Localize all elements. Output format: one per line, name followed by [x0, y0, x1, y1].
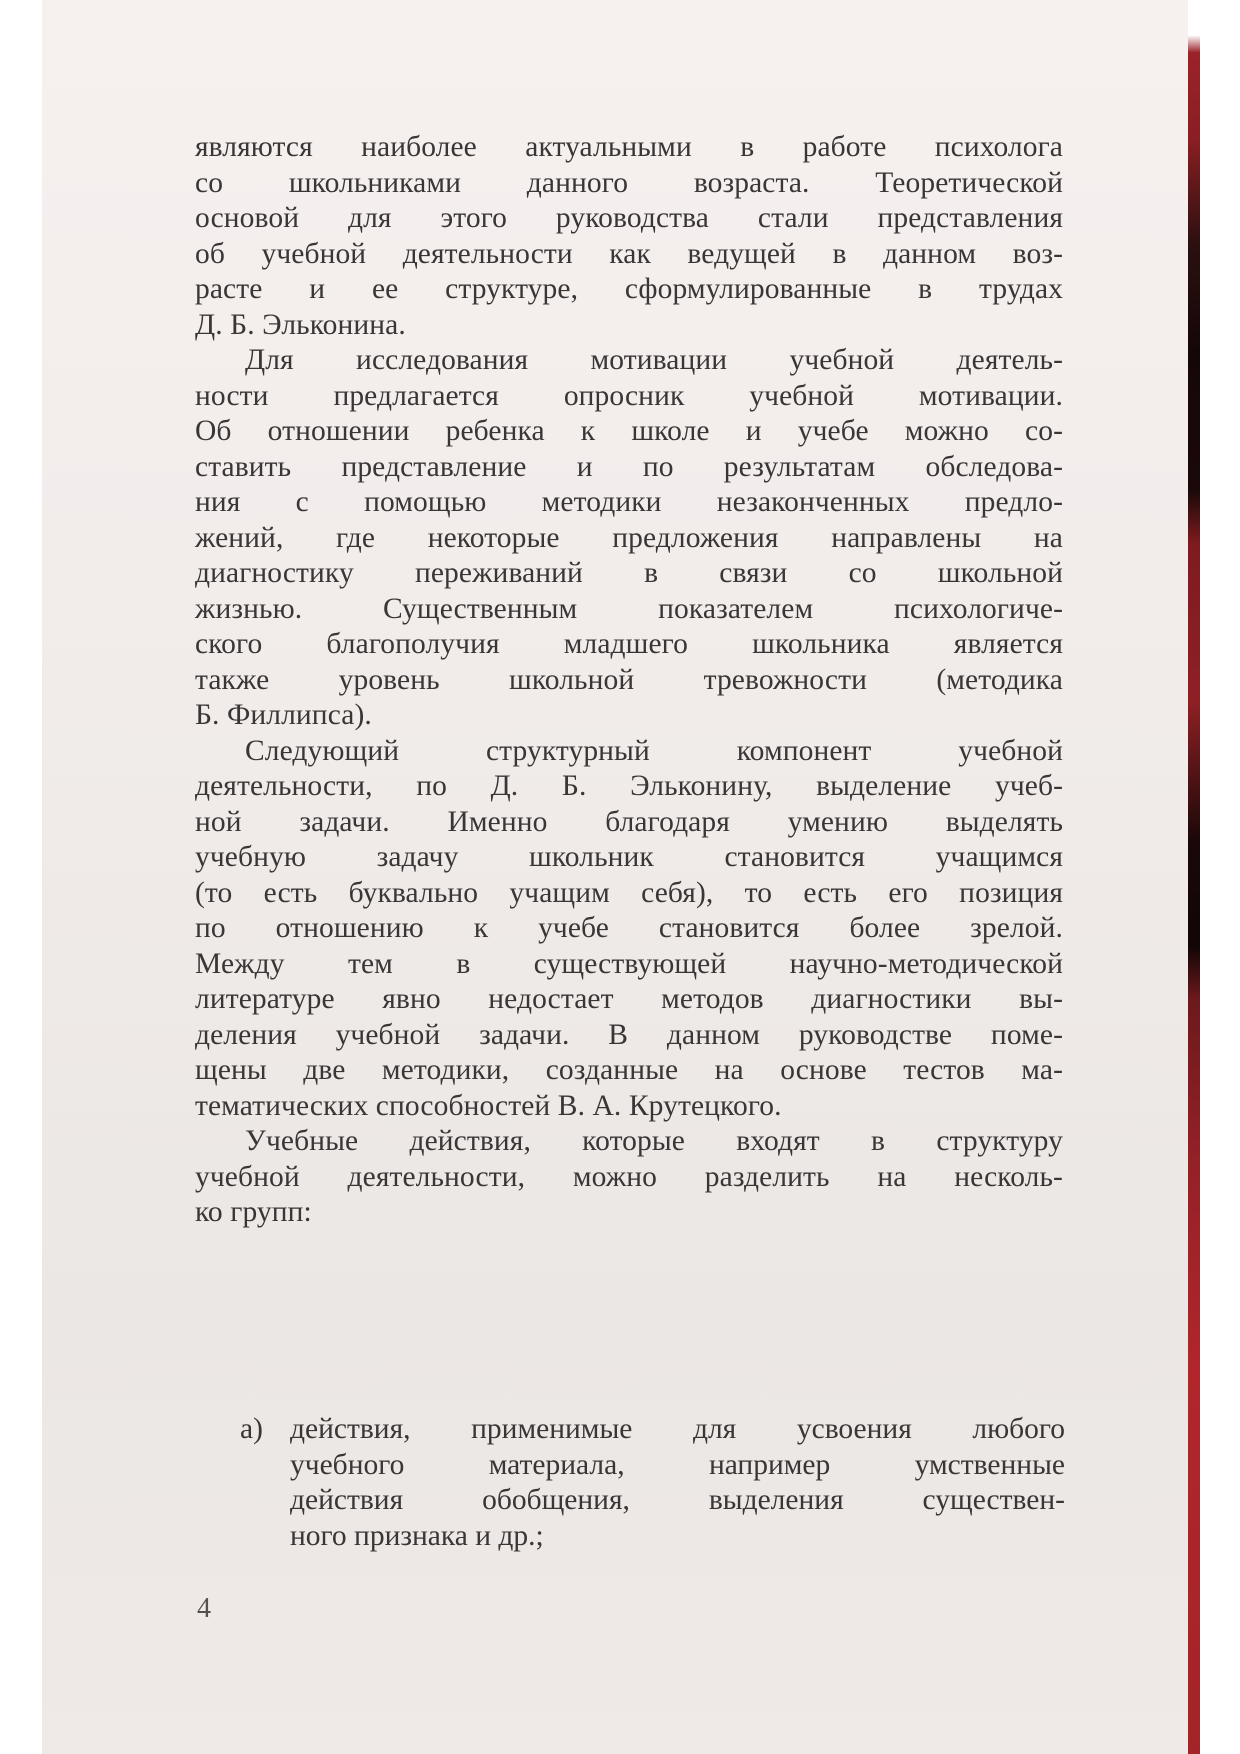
text-line: Между тем в существующей научно-методической [195, 947, 1063, 980]
text-line: Учебные действия, которые входят в структуру [245, 1125, 1063, 1157]
list-marker: а) [240, 1413, 263, 1445]
text-line: со школьниками данного возраста. Теоретической [195, 166, 1063, 199]
page-number: 4 [197, 1593, 211, 1624]
text-line: по отношению к учебе становится более зрелой. [195, 912, 1063, 944]
text-line: являются наиболее актуальными в работе психолога [195, 131, 1063, 163]
text-line: деятельности, по Д. Б. Эльконину, выделение учеб- [195, 770, 1063, 802]
paragraph-3 [195, 734, 1063, 1125]
text-line: жизнью. Существенным показателем психологиче- [195, 592, 1063, 625]
paragraph-1 [195, 130, 1063, 343]
text-line: действия обобщения, выделения существен- [290, 1484, 1065, 1516]
text-line: действия, применимые для усвоения любого [290, 1413, 1065, 1445]
action-groups-list [195, 1412, 1065, 1554]
text-line: основой для этого руководства стали представления [195, 202, 1063, 234]
text-line: ного признака и др.; [290, 1519, 544, 1552]
text-line: Об отношении ребенка к школе и учебе можно со- [195, 415, 1063, 447]
body-text [195, 130, 1063, 1231]
text-line: учебной деятельности, можно разделить на несколь- [195, 1160, 1063, 1193]
book-cover-edge [1188, 0, 1200, 1754]
text-line: жений, где некоторые предложения направлены на [195, 521, 1063, 554]
text-line: щены две методики, созданные на основе тестов ма- [195, 1054, 1063, 1086]
text-line: Б. Филлипса). [195, 699, 372, 731]
text-line: (то есть буквально учащим себя), то есть его позиция [195, 876, 1063, 909]
text-line: ния с помощью методики незаконченных предло- [195, 486, 1063, 518]
text-line: об учебной деятельности как ведущей в данном воз- [195, 237, 1063, 270]
text-line: ко групп: [195, 1196, 312, 1228]
text-line: ной задачи. Именно благодаря умению выделять [195, 805, 1063, 838]
text-line: также уровень школьной тревожности (методика [195, 663, 1063, 696]
text-line: Д. Б. Эльконина. [195, 308, 406, 341]
text-line: деления учебной задачи. В данном руководстве поме- [195, 1018, 1063, 1051]
text-line: учебную задачу школьник становится учащимся [195, 841, 1063, 873]
list-item [195, 1412, 1065, 1554]
text-line: литературе явно недостает методов диагностики вы- [195, 983, 1063, 1015]
text-line: тематических способностей В. А. Крутецкого. [195, 1089, 782, 1122]
text-line: расте и ее структуре, сформулированные в трудах [195, 273, 1063, 305]
paragraph-4 [195, 1124, 1063, 1231]
text-line: учебного материала, например умственные [290, 1448, 1065, 1481]
text-line: диагностику переживаний в связи со школьной [195, 557, 1063, 589]
text-line: ставить представление и по результатам обследова- [195, 450, 1063, 483]
text-line: ности предлагается опросник учебной мотивации. [195, 379, 1063, 412]
text-line: Следующий структурный компонент учебной [245, 734, 1063, 767]
text-line: ского благополучия младшего школьника является [195, 628, 1063, 660]
text-line: Для исследования мотивации учебной деятель- [245, 344, 1063, 376]
paragraph-2 [195, 343, 1063, 734]
